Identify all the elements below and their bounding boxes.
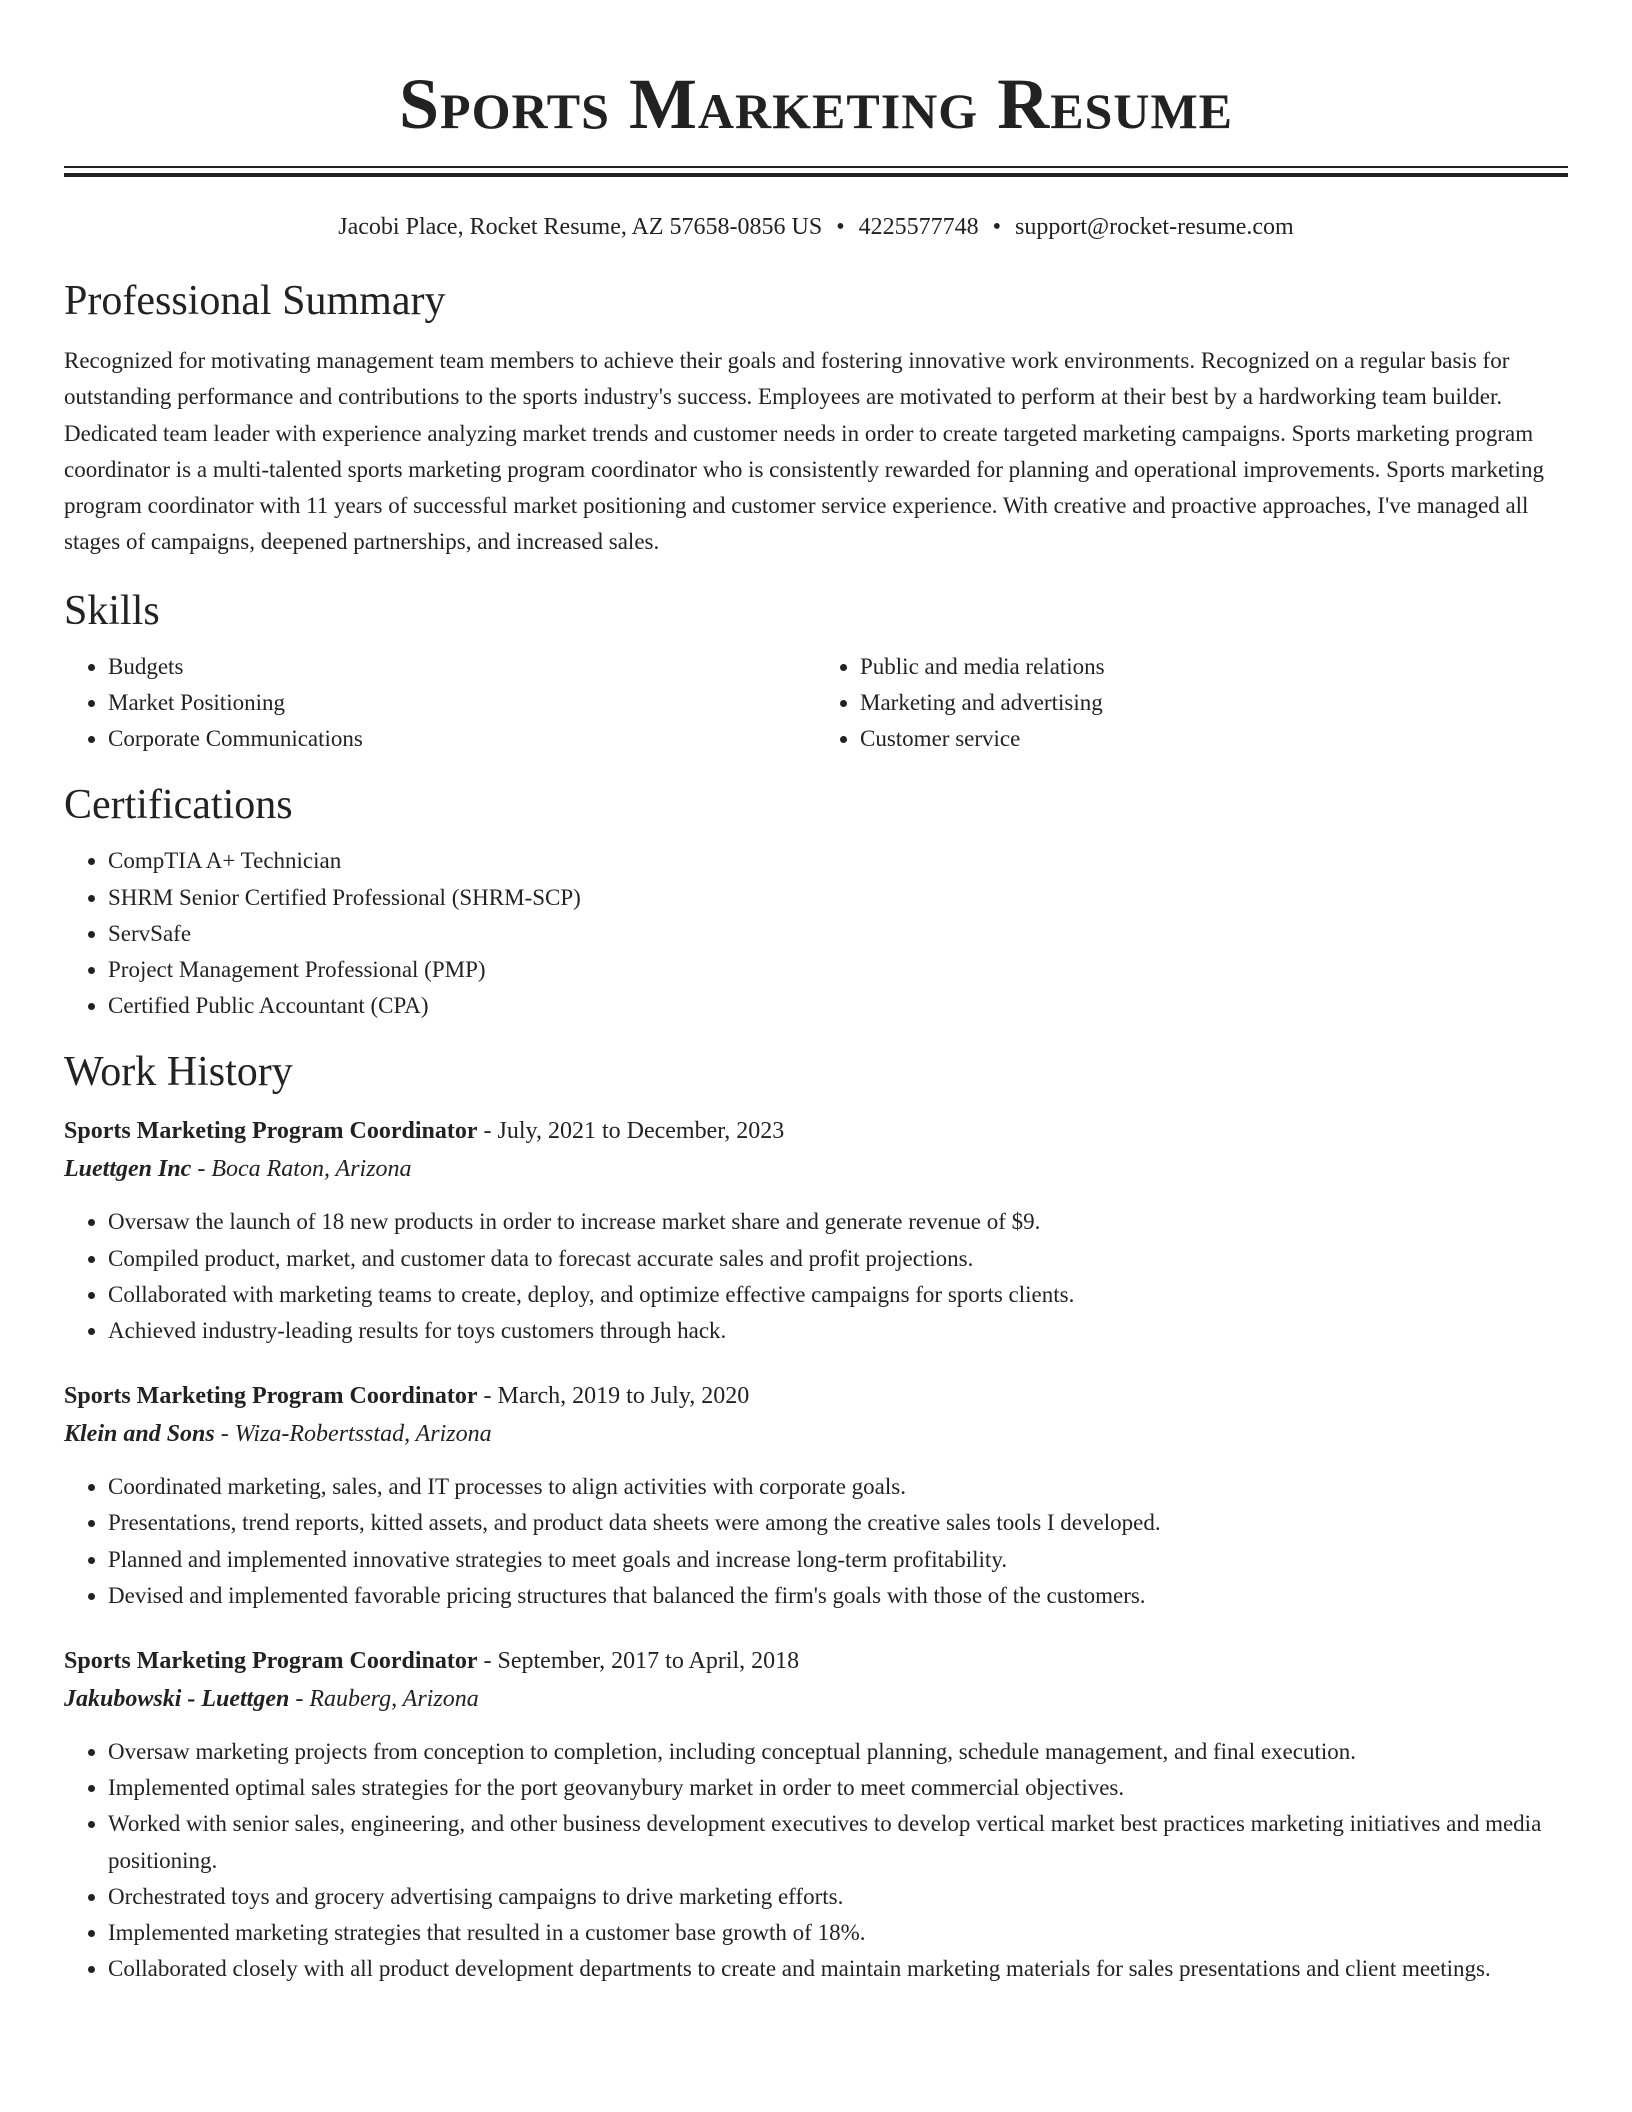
contact-line: [64, 211, 1568, 243]
skills-heading: Skills: [64, 587, 160, 634]
job-bullets: [64, 1469, 1568, 1614]
skill-item: • Marketing and advertising: [860, 685, 1568, 721]
certification-item: • Certified Public Accountant (CPA): [108, 988, 1568, 1024]
job-company-line: [64, 1680, 1568, 1718]
job-company-line: [64, 1150, 1568, 1188]
job-dates: - July, 2021 to December, 2023: [477, 1118, 785, 1145]
certification-item: • ServSafe: [108, 916, 1568, 952]
job-title: Sports Marketing Program Coordinator: [64, 1118, 478, 1145]
job-location: - Wiza-Robertsstad, Arizona: [214, 1421, 492, 1448]
job-header: [64, 1112, 1568, 1150]
job-bullet: • Presentations, trend reports, kitted assets, and product data sheets were among the creative sales tools I developed.: [108, 1505, 1568, 1541]
job-bullet: • Worked with senior sales, engineering, and other business development executives to develop vertical market best practices marketing initiatives and media positioning.: [108, 1806, 1568, 1878]
certifications-list: [64, 843, 1568, 1024]
job-company: Klein and Sons: [64, 1421, 215, 1448]
contact-phone: 4225577748: [858, 214, 979, 240]
job-location: - Rauberg, Arizona: [289, 1686, 479, 1713]
job-entry: [64, 1377, 1568, 1614]
job-bullet: • Orchestrated toys and grocery advertising campaigns to drive marketing efforts.: [108, 1879, 1568, 1915]
job-bullets: [64, 1734, 1568, 1987]
certification-item: • SHRM Senior Certified Professional (SHRM-SCP): [108, 880, 1568, 916]
job-dates: - March, 2019 to July, 2020: [477, 1383, 750, 1410]
certification-item: • Project Management Professional (PMP): [108, 952, 1568, 988]
contact-email: support@rocket-resume.com: [1015, 214, 1294, 240]
skill-item: • Public and media relations: [860, 649, 1568, 685]
resume-title: Sports Marketing Resume: [398, 64, 1233, 144]
skills-list-left: [64, 649, 816, 758]
skills-columns: [64, 649, 1568, 758]
skill-item: • Budgets: [108, 649, 816, 685]
job-company: Jakubowski - Luettgen: [64, 1686, 290, 1713]
job-header: [64, 1642, 1568, 1680]
job-bullet: • Coordinated marketing, sales, and IT processes to align activities with corporate goals.: [108, 1469, 1568, 1505]
job-bullet: • Collaborated closely with all product development departments to create and maintain marketing materials for sales presentations and client meetings.: [108, 1951, 1568, 1987]
summary-text: Recognized for motivating management team members to achieve their goals and fostering innovative work environments. Recognized on a regular basis for outstanding performance and contributions to the sports industry's success. Employees are motivated to perform at their best by a hardworking team builder. Dedicated team leader with experience analyzing market trends and customer needs in order to create targeted marketing campaigns. Sports marketing program coordinator is a multi-talented sports marketing program coordinator who is consistently rewarded for planning and operational improvements. Sports marketing program coordinator with 11 years of successful market positioning and customer service experience. With creative and proactive approaches, I've managed all stages of campaigns, deepened partnerships, and increased sales.: [64, 348, 1544, 555]
job-bullet: • Implemented marketing strategies that resulted in a customer base growth of 18%.: [108, 1915, 1568, 1951]
job-bullet: • Devised and implemented favorable pricing structures that balanced the firm's goals with those of the customers.: [108, 1578, 1568, 1614]
job-dates: - September, 2017 to April, 2018: [477, 1648, 800, 1675]
job-bullet: • Oversaw marketing projects from conception to completion, including conceptual planning, schedule management, and final execution.: [108, 1734, 1568, 1770]
job-bullet: • Compiled product, market, and customer data to forecast accurate sales and profit projections.: [108, 1241, 1568, 1277]
job-title: Sports Marketing Program Coordinator: [64, 1383, 478, 1410]
job-location: - Boca Raton, Arizona: [191, 1156, 412, 1183]
job-bullet: • Oversaw the launch of 18 new products in order to increase market share and generate revenue of $9.: [108, 1204, 1568, 1240]
job-title: Sports Marketing Program Coordinator: [64, 1648, 478, 1675]
job-bullet: • Achieved industry-leading results for toys customers through hack.: [108, 1313, 1568, 1349]
skill-item: • Market Positioning: [108, 685, 816, 721]
title-divider: [64, 166, 1568, 177]
work-history-list: [64, 1112, 1568, 1987]
job-entry: [64, 1642, 1568, 1987]
certification-item: • CompTIA A+ Technician: [108, 843, 1568, 879]
job-bullet: • Implemented optimal sales strategies for the port geovanybury market in order to meet commercial objectives.: [108, 1770, 1568, 1806]
skill-item: • Corporate Communications: [108, 721, 816, 757]
resume-page: [64, 0, 1568, 1987]
contact-separator: •: [992, 214, 1002, 240]
job-entry: [64, 1112, 1568, 1349]
skill-item: • Customer service: [860, 721, 1568, 757]
contact-address: Jacobi Place, Rocket Resume, AZ 57658-0856 US: [338, 214, 823, 240]
contact-separator: •: [836, 214, 845, 240]
job-bullet: • Collaborated with marketing teams to create, deploy, and optimize effective campaigns for sports clients.: [108, 1277, 1568, 1313]
job-bullets: [64, 1204, 1568, 1349]
job-company-line: [64, 1415, 1568, 1453]
work-history-heading: Work History: [64, 1049, 293, 1096]
job-bullet: • Planned and implemented innovative strategies to meet goals and increase long-term profitability.: [108, 1542, 1568, 1578]
summary-heading: Professional Summary: [64, 278, 446, 324]
certifications-heading: Certifications: [64, 782, 293, 829]
job-header: [64, 1377, 1568, 1415]
job-company: Luettgen Inc: [64, 1156, 192, 1183]
skills-list-right: [816, 649, 1568, 758]
